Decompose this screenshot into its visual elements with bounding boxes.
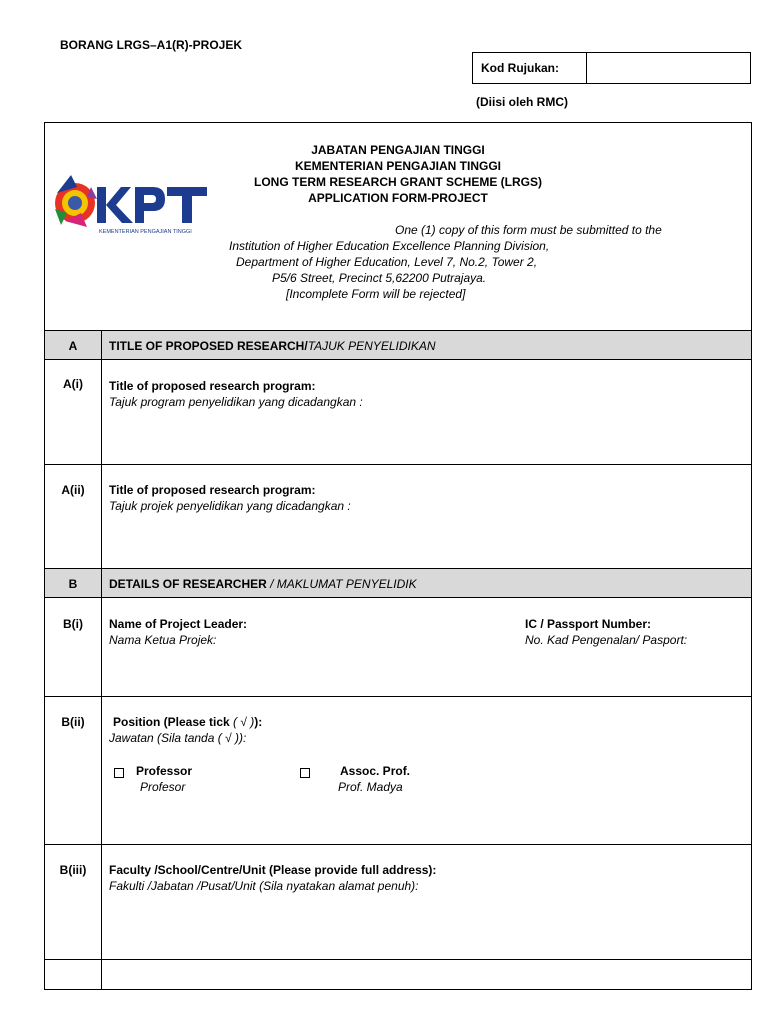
professor-sub: Profesor (140, 780, 186, 794)
header-line-3: LONG TERM RESEARCH GRANT SCHEME (LRGS) (254, 175, 542, 189)
row-b2-code: B(ii) (61, 715, 85, 729)
assoc-prof-label: Assoc. Prof. (340, 764, 411, 778)
reference-code-box (472, 52, 751, 84)
filled-by-note: (Diisi oleh RMC) (476, 95, 568, 109)
reference-code-field[interactable] (587, 53, 750, 83)
section-b-code: B (68, 577, 78, 591)
instruction-line-5: [Incomplete Form will be rejected] (286, 287, 466, 301)
project-leader-label: Name of Project Leader: (109, 617, 248, 631)
professor-checkbox[interactable] (114, 768, 124, 778)
row-a2-code: A(ii) (61, 483, 85, 497)
header-line-4: APPLICATION FORM-PROJECT (308, 191, 488, 205)
position-label: Position (Please tick ( √ )): (113, 715, 263, 729)
assoc-prof-checkbox[interactable] (300, 768, 310, 778)
assoc-prof-sub: Prof. Madya (338, 780, 403, 794)
project-leader-sub: Nama Ketua Projek: (109, 633, 217, 647)
row-a1-label: Title of proposed research program: (109, 379, 316, 393)
professor-label: Professor (136, 764, 193, 778)
row-a2-label: Title of proposed research program: (109, 483, 316, 497)
instruction-line-1: One (1) copy of this form must be submitted to the (395, 223, 662, 237)
form-code: BORANG LRGS–A1(R)-PROJEK (60, 38, 243, 52)
instruction-line-3: Department of Higher Education, Level 7, No.2, Tower 2, (236, 255, 538, 269)
kpt-emblem-icon (47, 165, 213, 241)
reference-code-label: Kod Rujukan: (473, 53, 587, 83)
instruction-line-2: Institution of Higher Education Excellence Planning Division, (229, 239, 550, 253)
ic-passport-label: IC / Passport Number: (525, 617, 652, 631)
section-b-title: DETAILS OF RESEARCHER / MAKLUMAT PENYELIDIK (109, 577, 417, 591)
faculty-label: Faculty /School/Centre/Unit (Please provide full address): (109, 863, 437, 877)
ic-passport-sub: No. Kad Pengenalan/ Pasport: (525, 633, 688, 647)
position-sub: Jawatan (Sila tanda ( √ )): (109, 731, 247, 745)
row-b1-code: B(i) (63, 617, 83, 631)
section-a-code: A (68, 339, 78, 353)
faculty-sub: Fakulti /Jabatan /Pusat/Unit (Sila nyatakan alamat penuh): (109, 879, 419, 893)
header-line-2: KEMENTERIAN PENGAJIAN TINGGI (294, 159, 501, 173)
application-form (44, 122, 752, 990)
row-a2-sub: Tajuk projek penyelidikan yang dicadangkan : (109, 499, 351, 513)
kpt-logo (47, 165, 213, 241)
row-a1-code: A(i) (63, 377, 83, 391)
header-line-1: JABATAN PENGAJIAN TINGGI (311, 143, 485, 157)
logo-caption: KEMENTERIAN PENGAJIAN TINGGI (99, 229, 192, 235)
section-a-title: TITLE OF PROPOSED RESEARCH/TAJUK PENYELIDIKAN (109, 339, 436, 353)
row-a1-sub: Tajuk program penyelidikan yang dicadangkan : (109, 395, 363, 409)
instruction-line-4: P5/6 Street, Precinct 5,62200 Putrajaya. (272, 271, 487, 285)
row-b3-code: B(iii) (59, 863, 87, 877)
